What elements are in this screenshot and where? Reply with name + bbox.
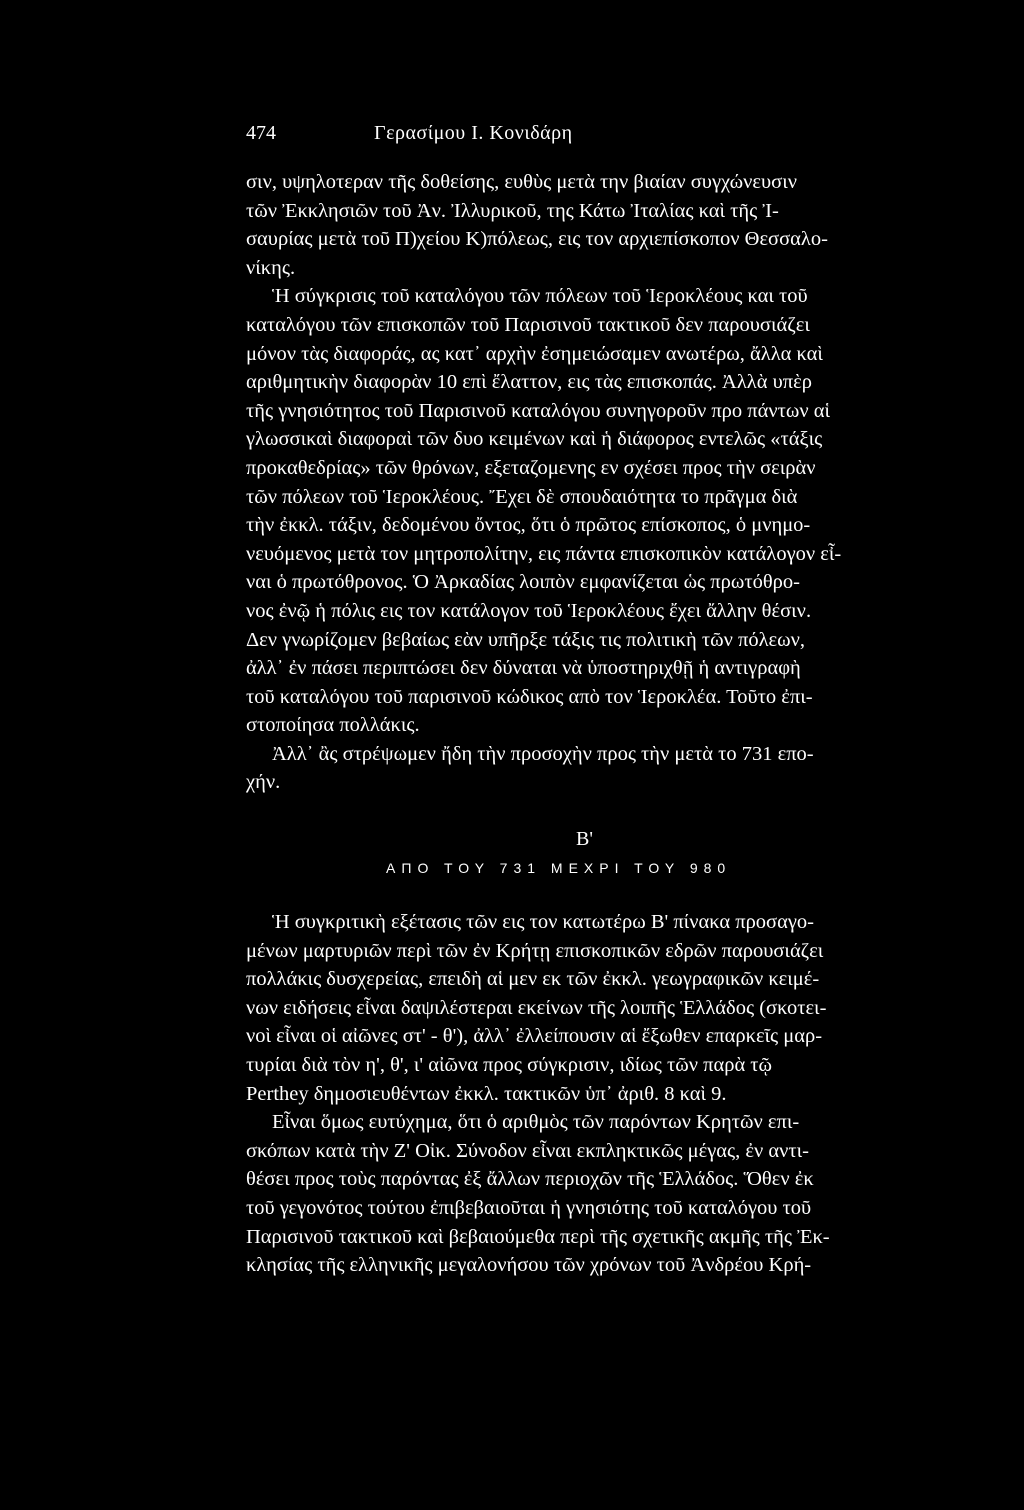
- text-line: καταλόγου τῶν επισκοπῶν τοῦ Παρισινοῦ τακτικοῦ δεν παρουσιάζει: [246, 313, 810, 336]
- text-line: χήν.: [246, 771, 281, 794]
- page-number: 474: [246, 122, 276, 144]
- text-line: Εἶναι ὅμως ευτύχημα, ὅτι ὁ αριθμὸς τῶν παρόντων Κρητῶν επι-: [272, 1111, 800, 1134]
- text-line: σκόπων κατὰ τὴν Ζ' Οἰκ. Σύνοδον εἶναι εκπληκτικῶς μέγας, ἐν αντι-: [246, 1139, 809, 1162]
- text-line: τυρίαι διὰ τὸν η', θ', ι' αἰῶνα προς σύγκρισιν, ιδίως τῶν παρὰ τῷ: [246, 1053, 773, 1076]
- text-line: Ἀλλ᾽ ἂς στρέψωμεν ἤδη τὴν προσοχὴν προς τὴν μετὰ το 731 επο-: [272, 742, 814, 765]
- text-line: προκαθεδρίας» τῶν θρόνων, εξεταζομενης εν σχέσει προς τὴν σειρὰν: [246, 456, 816, 479]
- text-line: τοῦ καταλόγου τοῦ παρισινοῦ κώδικος απὸ τον Ἱεροκλέα. Τοῦτο ἐπι-: [246, 685, 813, 708]
- text-line: Ἡ συγκριτικὴ εξέτασις τῶν εις τον κατωτέρω Β' πίνακα προσαγο-: [272, 911, 814, 933]
- text-line: Ἡ σύγκρισις τοῦ καταλόγου τῶν πόλεων τοῦ Ἱεροκλέους και τοῦ: [272, 285, 808, 308]
- running-head: Γερασίμου Ι. Κονιδάρη: [374, 122, 573, 144]
- text-line: κλησίας τῆς ελληνικῆς μεγαλονήσου τῶν χρόνων τοῦ Ἀνδρέου Κρή-: [246, 1254, 812, 1277]
- text-line: ναι ὁ πρωτόθρονος. Ὁ Ἀρκαδίας λοιπὸν εμφανίζεται ὡς πρωτόθρο-: [246, 571, 800, 594]
- text-line: Παρισινοῦ τακτικοῦ καὶ βεβαιούμεθα περὶ τῆς σχετικῆς ακμῆς τῆς Ἐκ-: [246, 1225, 830, 1248]
- text-line: θέσει προς τοὺς παρόντας ἐξ ἄλλων περιοχῶν τῆς Ἑλλάδος. Ὅθεν ἐκ: [246, 1168, 814, 1191]
- section-letter: Β': [576, 828, 593, 850]
- text-line: σιν, υψηλοτεραν τῆς δοθείσης, ευθὺς μετὰ την βιαίαν συγχώνευσιν: [246, 171, 798, 193]
- text-line: τῆς γνησιότητος τοῦ Παρισινοῦ καταλόγου συνηγοροῦν προ πάντων αἱ: [246, 399, 831, 422]
- text-line: αριθμητικὴν διαφορὰν 10 επὶ ἔλαττον, εις τὰς επισκοπάς. Ἀλλὰ υπὲρ: [246, 371, 812, 394]
- text-line: γλωσσικαὶ διαφοραὶ τῶν δυο κειμένων καὶ ἡ διάφορος εντελῶς «τάξις: [246, 428, 823, 451]
- text-line: στοποίησα πολλάκις.: [246, 714, 420, 737]
- text-line: μένων μαρτυριῶν περὶ τῶν ἐν Κρήτῃ επισκοπικῶν εδρῶν παρουσιάζει: [246, 939, 824, 962]
- text-line: νευόμενος μετὰ τον μητροπολίτην, εις πάντα επισκοπικὸν κατάλογον εἶ-: [246, 542, 842, 565]
- text-line: νοὶ εἶναι οἱ αἰῶνες στ' - θ'), ἀλλ᾽ ἐλλείπουσιν αἱ ἔξωθεν επαρκεῖς μαρ-: [246, 1025, 823, 1048]
- page-header: [246, 122, 906, 150]
- text-line: πολλάκις δυσχερείας, επειδὴ αἱ μεν εκ τῶν ἐκκλ. γεωγραφικῶν κειμέ-: [246, 968, 820, 991]
- text-line: νος ἐνῷ ἡ πόλις εις τον κατάλογον τοῦ Ἱεροκλέους ἔχει ἄλλην θέσιν.: [246, 599, 812, 622]
- text-line: μόνον τὰς διαφοράς, ας κατ᾽ αρχὴν ἐσημειώσαμεν ανωτέρω, ἄλλα καὶ: [246, 342, 823, 365]
- body-text-block-1: [246, 168, 910, 797]
- text-line: νίκης.: [246, 256, 296, 279]
- text-line: Perthey δημοσιευθέντων ἐκκλ. τακτικῶν ὑπ᾽ ἀριθ. 8 καὶ 9.: [246, 1082, 727, 1105]
- text-line: σαυρίας μετὰ τοῦ Π)χείου Κ)πόλεως, εις τον αρχιεπίσκοπον Θεσσαλο-: [246, 228, 828, 251]
- text-line: νων ειδήσεις εἶναι δαψιλέστεραι εκείνων τῆς λοιπῆς Ἑλλάδος (σκοτει-: [246, 996, 827, 1019]
- text-line: ἀλλ᾽ ἐν πάσει περιπτώσει δεν δύναται νὰ ὑποστηριχθῇ ἡ αντιγραφὴ: [246, 657, 801, 680]
- section-heading: ΑΠΟ ΤΟΥ 731 ΜΕΧΡΙ ΤΟΥ 980: [386, 860, 732, 876]
- body-text-block-2: [246, 908, 910, 1280]
- text-line: τὴν ἐκκλ. τάξιν, δεδομένου ὄντος, ὅτι ὁ πρῶτος επίσκοπος, ὁ μνημο-: [246, 514, 811, 537]
- text-line: τῶν πόλεων τοῦ Ἱεροκλέους. Ἔχει δὲ σπουδαιότητα το πρᾶγμα διὰ: [246, 485, 798, 508]
- text-line: Δεν γνωρίζομεν βεβαίως εὰν υπῆρξε τάξις τις πολιτικὴ τῶν πόλεων,: [246, 628, 806, 651]
- text-line: τῶν Ἐκκλησιῶν τοῦ Ἀν. Ἰλλυρικοῦ, της Κάτω Ἰταλίας καὶ τῆς Ἰ-: [246, 199, 779, 222]
- text-line: τοῦ γεγονότος τούτου ἐπιβεβαιοῦται ἡ γνησιότης τοῦ καταλόγου τοῦ: [246, 1196, 812, 1219]
